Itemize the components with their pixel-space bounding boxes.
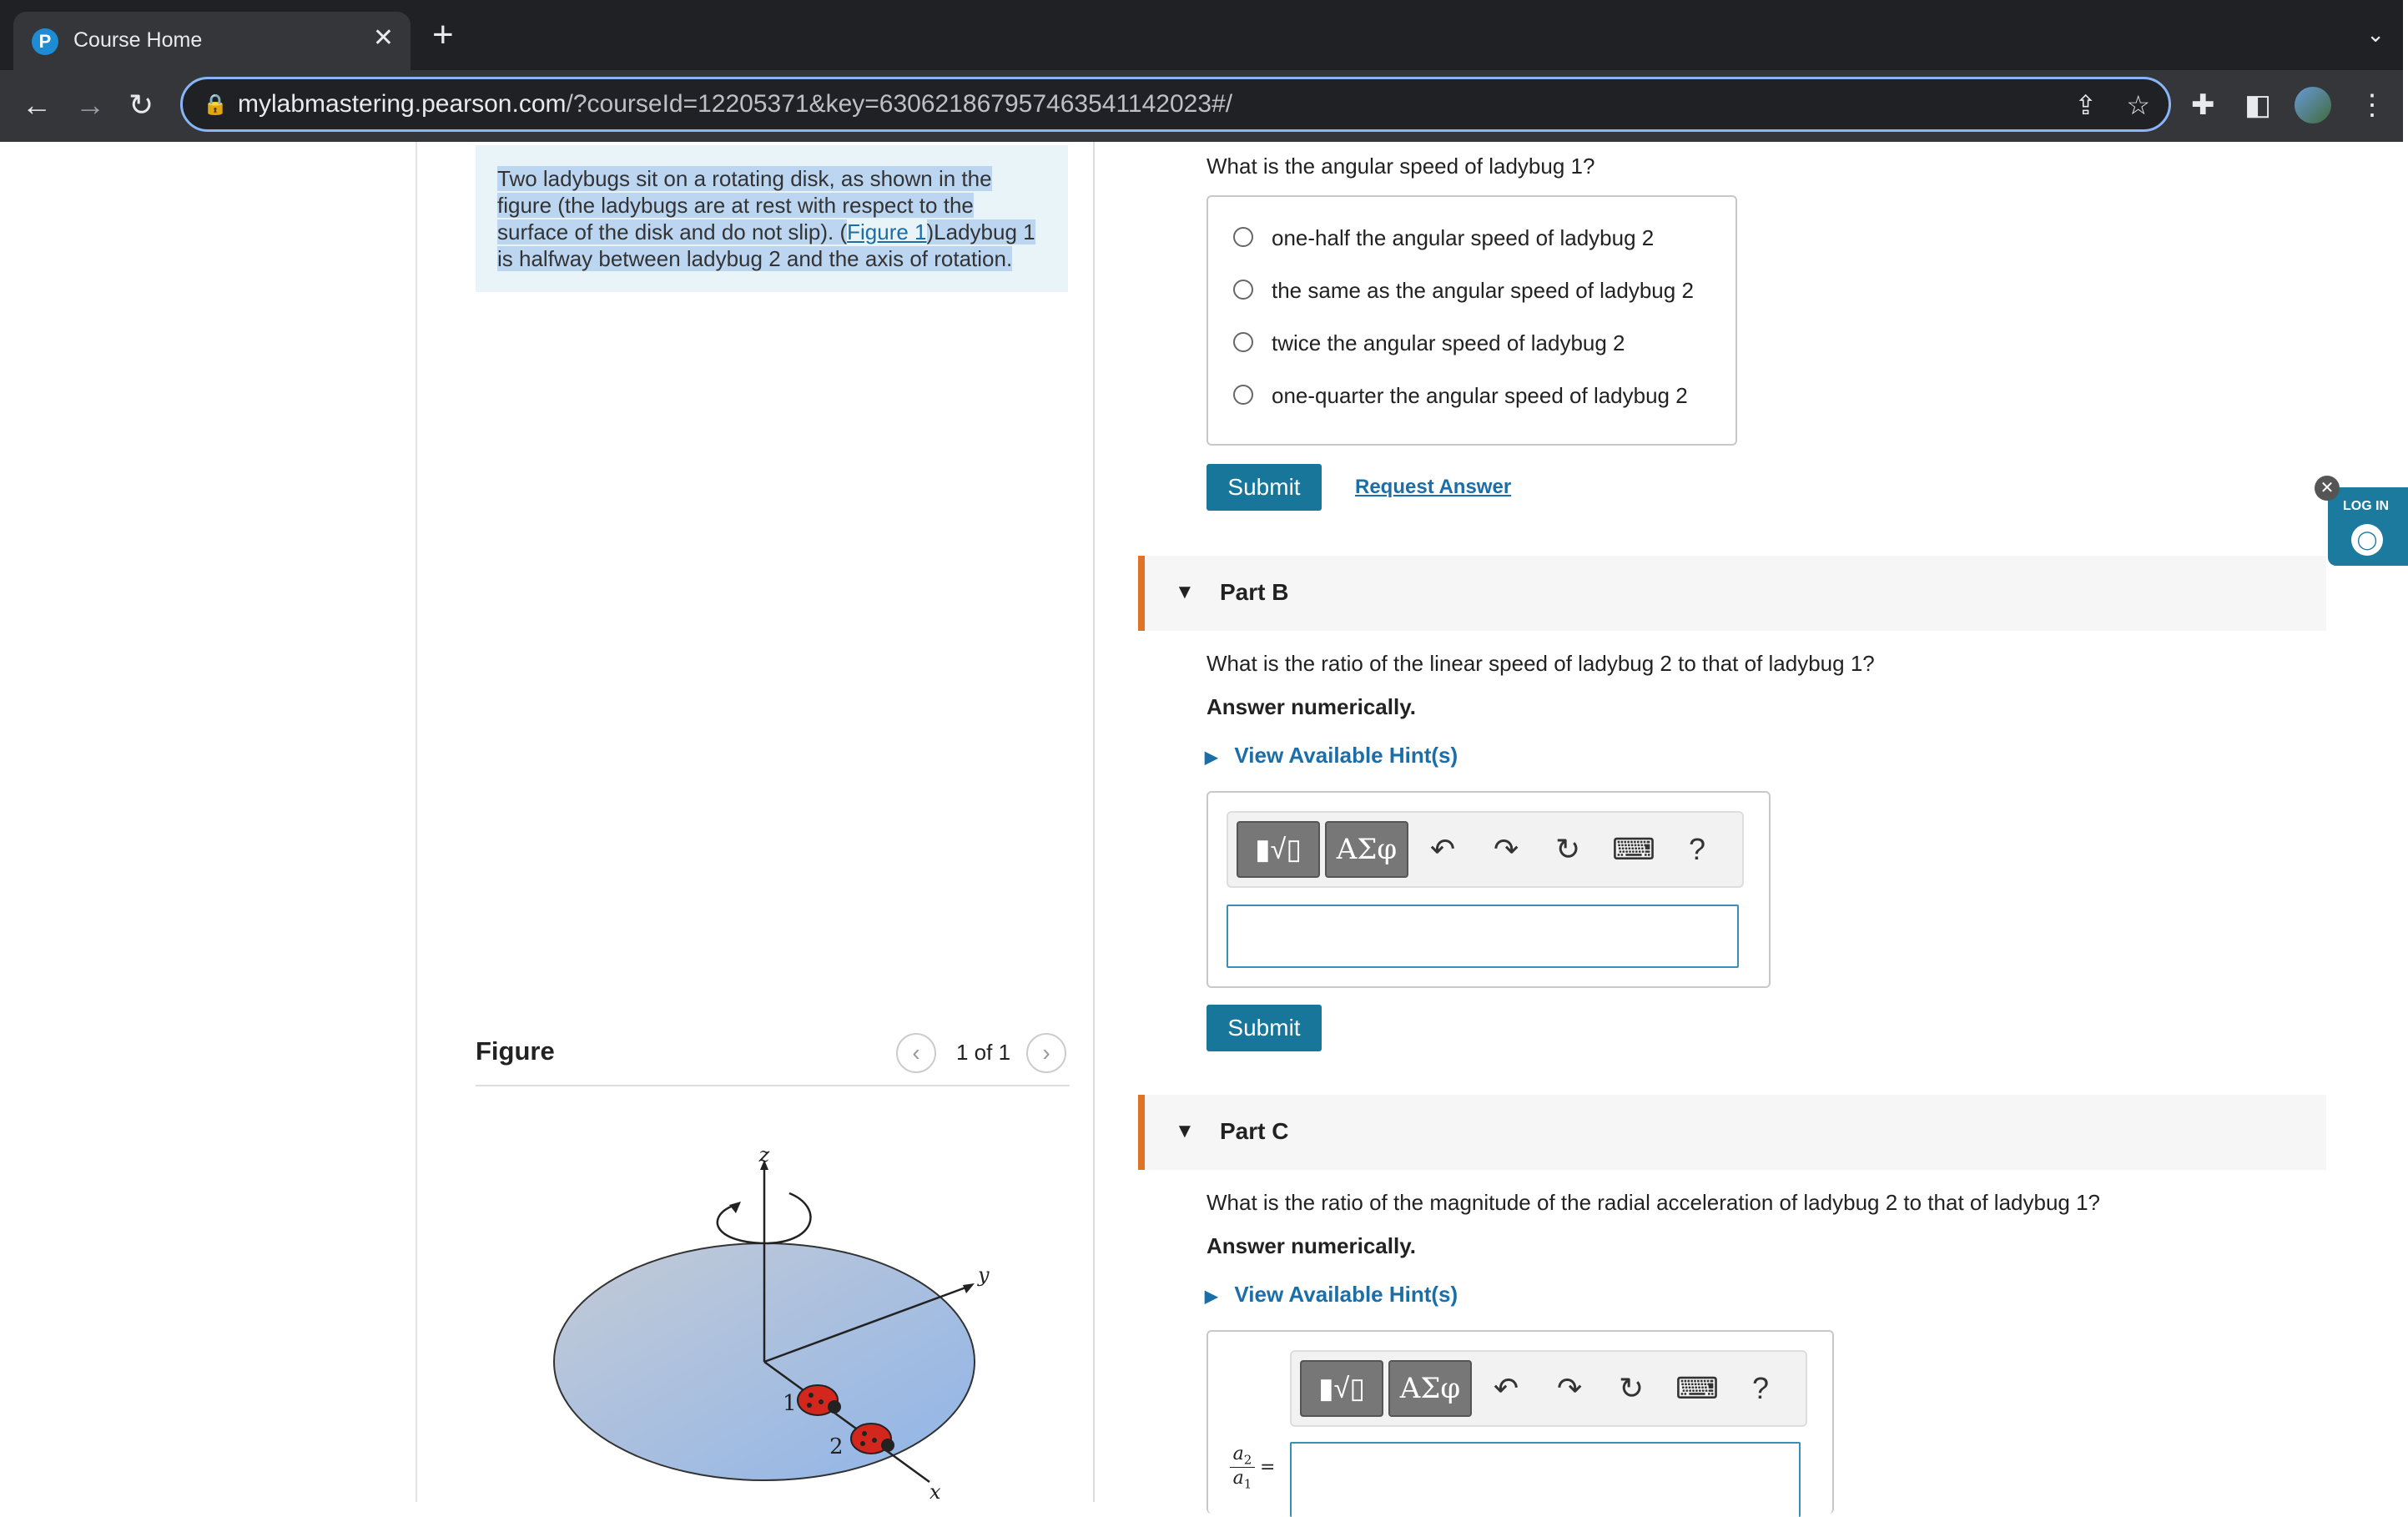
part-b-header[interactable]	[1138, 556, 2326, 631]
math-toolbar	[1290, 1350, 1807, 1427]
lock-icon: 🔒	[203, 93, 228, 116]
part-a-question: What is the angular speed of ladybug 1?	[1207, 154, 1595, 179]
extensions-puzzle-icon[interactable]: ✚	[2191, 89, 2215, 121]
close-tab-icon[interactable]: ✕	[372, 24, 394, 52]
browser-tab[interactable]	[13, 12, 411, 70]
address-bar[interactable]	[180, 77, 2171, 132]
chat-bubble-icon[interactable]: ◯	[2351, 524, 2383, 556]
login-label: LOG IN	[2343, 499, 2390, 513]
z-label: z	[758, 1143, 770, 1167]
keyboard-icon[interactable]: ⌨	[1675, 1371, 1719, 1405]
figure-link[interactable]: Figure 1	[847, 219, 927, 244]
browser-tab-bar	[0, 0, 2403, 70]
part-a-submit-button[interactable]: Submit	[1207, 464, 1322, 511]
new-tab-icon[interactable]: +	[432, 14, 454, 55]
radio-button[interactable]	[1233, 227, 1253, 247]
part-c-title: Part C	[1220, 1118, 1289, 1144]
ladybug-1-label: 1	[783, 1391, 797, 1416]
part-c-answer-input[interactable]	[1290, 1442, 1801, 1517]
request-answer-link[interactable]: Request Answer	[1355, 476, 1512, 498]
tab-title: Course Home	[73, 28, 203, 52]
radio-button[interactable]	[1233, 385, 1253, 405]
column-divider[interactable]	[1093, 142, 1095, 1502]
page-content	[0, 142, 2403, 1502]
templates-button[interactable]: ▮√▯	[1300, 1360, 1383, 1417]
ladybug-2-label: 2	[829, 1434, 844, 1459]
bookmark-star-icon[interactable]: ☆	[2126, 90, 2150, 120]
figure-next-icon[interactable]: ›	[1026, 1033, 1066, 1073]
choice-label: twice the angular speed of ladybug 2	[1272, 330, 1625, 355]
figure-pager: 1 of 1	[956, 1040, 1011, 1065]
figure-prev-icon[interactable]: ‹	[896, 1033, 936, 1073]
y-label: y	[978, 1263, 990, 1287]
kebab-menu-icon[interactable]: ⋮	[2358, 89, 2386, 121]
choice-label: the same as the angular speed of ladybug 2	[1272, 278, 1694, 303]
reset-icon[interactable]: ↻	[1555, 832, 1581, 866]
pearson-favicon-icon: P	[32, 28, 58, 55]
redo-icon[interactable]: ↷	[1557, 1371, 1583, 1405]
part-c-header[interactable]	[1138, 1095, 2326, 1170]
templates-button[interactable]: ▮√▯	[1237, 821, 1320, 878]
fraction-denominator: $a_1$	[1232, 1468, 1252, 1492]
intro-text-start: Two ladybugs sit on a rotating disk, as shown in the figure (the ladybugs are at rest with respect to the surface of the disk and do not slip). (	[497, 166, 992, 244]
keyboard-icon[interactable]: ⌨	[1612, 832, 1655, 866]
part-b-submit-button[interactable]: Submit	[1207, 1005, 1322, 1051]
side-panel-icon[interactable]: ◧	[2244, 89, 2272, 121]
equals-sign: =	[1260, 1457, 1276, 1478]
math-toolbar	[1227, 811, 1744, 888]
part-b-hint-link[interactable]	[1205, 743, 1458, 769]
part-b-title: Part B	[1220, 579, 1289, 605]
choice-label: one-quarter the angular speed of ladybug 2	[1272, 383, 1688, 408]
redo-icon[interactable]: ↷	[1494, 832, 1519, 866]
hint-label: View Available Hint(s)	[1234, 743, 1458, 768]
tab-search-chevron-icon[interactable]: ⌄	[2366, 22, 2385, 47]
close-login-icon[interactable]: ✕	[2315, 476, 2340, 501]
ladybug-disk-figure	[517, 1143, 990, 1504]
help-button[interactable]: ?	[1689, 832, 1706, 866]
hint-label: View Available Hint(s)	[1234, 1282, 1458, 1307]
back-icon[interactable]: ←	[22, 88, 52, 122]
share-icon[interactable]: ⇪	[2074, 90, 2097, 120]
part-a-choices	[1207, 195, 1737, 446]
part-b-question: What is the ratio of the linear speed of ladybug 2 to that of ladybug 1?	[1207, 651, 1875, 676]
left-divider	[416, 142, 417, 1502]
part-b-answer-input[interactable]	[1227, 905, 1739, 968]
problem-intro	[476, 145, 1068, 292]
part-c-answer-box	[1207, 1330, 1834, 1514]
ratio-fraction-label	[1230, 1444, 1255, 1492]
part-c-instruction: Answer numerically.	[1207, 1233, 1416, 1258]
collapse-caret-icon[interactable]: ▼	[1175, 1120, 1195, 1142]
undo-icon[interactable]: ↶	[1430, 832, 1456, 866]
fraction-numerator: $a_2$	[1230, 1444, 1255, 1468]
radio-button[interactable]	[1233, 280, 1253, 300]
login-widget[interactable]	[2328, 487, 2408, 566]
part-c-hint-link[interactable]	[1205, 1282, 1458, 1308]
help-button[interactable]: ?	[1752, 1371, 1770, 1405]
undo-icon[interactable]: ↶	[1494, 1371, 1519, 1405]
url-text: mylabmastering.pearson.com/?courseId=12205371&key=630621867957463541142023#/	[238, 90, 1233, 118]
figure-title: Figure	[476, 1036, 555, 1066]
reload-icon[interactable]: ↻	[128, 88, 154, 122]
forward-icon[interactable]: →	[75, 88, 105, 122]
part-b-instruction: Answer numerically.	[1207, 694, 1416, 719]
greek-symbols-button[interactable]: ΑΣφ	[1388, 1360, 1472, 1417]
collapse-caret-icon[interactable]: ▼	[1175, 581, 1195, 603]
expand-triangle-icon: ▶	[1205, 1288, 1218, 1306]
choice-label: one-half the angular speed of ladybug 2	[1272, 225, 1655, 250]
greek-symbols-button[interactable]: ΑΣφ	[1325, 821, 1408, 878]
radio-button[interactable]	[1233, 332, 1253, 352]
figure-header	[476, 1036, 1070, 1086]
part-b-answer-box	[1207, 791, 1771, 988]
profile-avatar[interactable]	[2295, 87, 2331, 123]
browser-toolbar	[0, 70, 2403, 143]
reset-icon[interactable]: ↻	[1619, 1371, 1645, 1405]
intro-text-end: )Ladybug 1 is halfway between ladybug 2 and the axis of rotation.	[497, 219, 1035, 271]
x-label: x	[929, 1480, 941, 1504]
part-c-question: What is the ratio of the magnitude of the radial acceleration of ladybug 2 to that of ladybug 1?	[1207, 1190, 2101, 1215]
expand-triangle-icon: ▶	[1205, 748, 1218, 767]
